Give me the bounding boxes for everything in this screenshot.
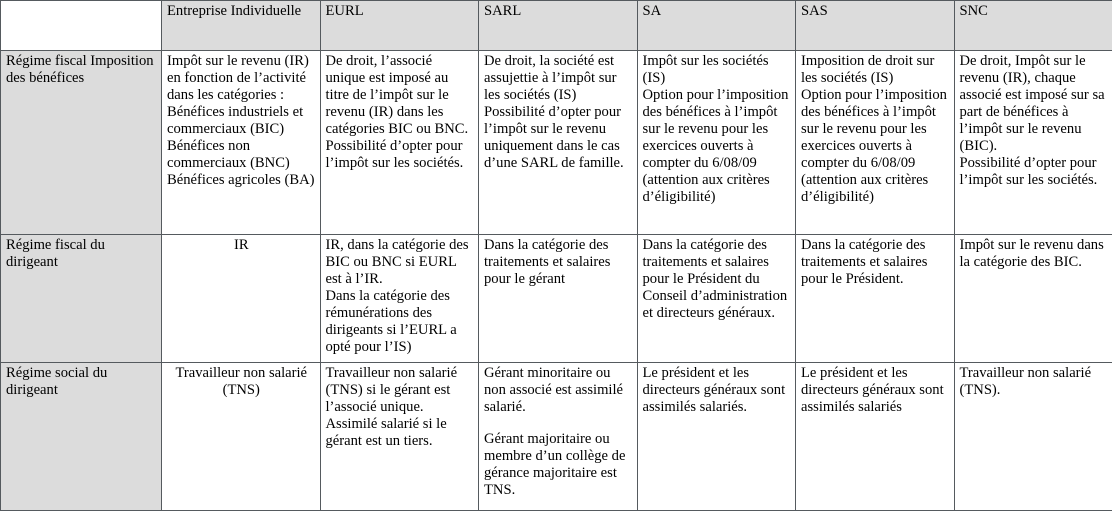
cell-paragraph: Assimilé salarié si le gérant est un tiers.	[326, 416, 475, 450]
cell-regime-fiscal-benefices-sarl	[479, 51, 638, 235]
cell-paragraph: Bénéfices agricoles (BA)	[167, 172, 316, 189]
cell-paragraph: Impôt sur le revenu (IR) en fonction de l’activité dans les catégories :	[167, 53, 316, 104]
cell-paragraph: Le président et les directeurs généraux sont assimilés salariés.	[643, 365, 792, 416]
cell-paragraph: Le président et les directeurs généraux sont assimilés salariés	[801, 365, 950, 416]
cell-paragraph: Travailleur non salarié (TNS) si le gérant est l’associé unique.	[326, 365, 475, 416]
column-header-sas: SAS	[796, 1, 955, 51]
cell-regime-fiscal-benefices-eurl	[320, 51, 479, 235]
cell-paragraph: Possibilité d’opter pour l’impôt sur les sociétés.	[326, 138, 475, 172]
cell-paragraph: Bénéfices industriels et commerciaux (BIC)	[167, 104, 316, 138]
cell-paragraph: Option pour l’imposition des bénéfices à l’impôt sur le revenu pour les exercices ouverts à compter du 6/08/09 (attention aux critères d’éligibilité)	[643, 87, 792, 206]
cell-regime-fiscal-dirigeant-sarl	[479, 235, 638, 363]
cell-regime-social-dirigeant-entreprise-individuelle	[162, 363, 321, 511]
cell-regime-fiscal-benefices-sas	[796, 51, 955, 235]
cell-regime-fiscal-dirigeant-entreprise-individuelle	[162, 235, 321, 363]
cell-paragraph: Gérant minoritaire ou non associé est assimilé salarié.	[484, 365, 633, 416]
table-corner-cell	[1, 1, 162, 51]
cell-regime-fiscal-benefices-sa	[637, 51, 796, 235]
cell-paragraph: Possibilité d’opter pour l’impôt sur les sociétés.	[960, 155, 1109, 189]
cell-paragraph: Dans la catégorie des traitements et salaires pour le gérant	[484, 237, 633, 288]
row-header-regime-social-dirigeant: Régime social du dirigeant	[1, 363, 162, 511]
cell-paragraph: IR	[167, 237, 316, 254]
table-body	[1, 51, 1112, 511]
cell-paragraph: IR, dans la catégorie des BIC ou BNC si EURL est à l’IR.	[326, 237, 475, 288]
column-header-eurl: EURL	[320, 1, 479, 51]
cell-paragraph: Imposition de droit sur les sociétés (IS)	[801, 53, 950, 87]
cell-paragraph: Dans la catégorie des rémunérations des dirigeants si l’EURL a opté pour l’IS)	[326, 288, 475, 356]
cell-paragraph: Dans la catégorie des traitements et salaires pour le Président du Conseil d’administration et directeurs généraux.	[643, 237, 792, 322]
cell-paragraph: Travailleur non salarié (TNS)	[167, 365, 316, 399]
cell-paragraph: Gérant majoritaire ou membre d’un collège de gérance majoritaire est TNS.	[484, 431, 633, 499]
column-header-sa: SA	[637, 1, 796, 51]
table-header	[1, 1, 1112, 51]
cell-regime-social-dirigeant-sas	[796, 363, 955, 511]
column-header-snc: SNC	[954, 1, 1112, 51]
table-row	[1, 363, 1112, 511]
cell-regime-fiscal-dirigeant-sa	[637, 235, 796, 363]
cell-regime-social-dirigeant-sa	[637, 363, 796, 511]
cell-paragraph: De droit, la société est assujettie à l’impôt sur les sociétés (IS)	[484, 53, 633, 104]
row-header-regime-fiscal-dirigeant: Régime fiscal du dirigeant	[1, 235, 162, 363]
cell-regime-fiscal-benefices-snc	[954, 51, 1112, 235]
cell-paragraph: Impôt sur le revenu dans la catégorie des BIC.	[960, 237, 1109, 271]
cell-regime-social-dirigeant-snc	[954, 363, 1112, 511]
cell-regime-fiscal-dirigeant-snc	[954, 235, 1112, 363]
cell-paragraph: Dans la catégorie des traitements et salaires pour le Président.	[801, 237, 950, 288]
cell-paragraph: Option pour l’imposition des bénéfices à l’impôt sur le revenu pour les exercices ouverts à compter du 6/08/09 (attention aux critères d’éligibilité)	[801, 87, 950, 206]
cell-paragraph: Impôt sur les sociétés (IS)	[643, 53, 792, 87]
cell-regime-social-dirigeant-sarl	[479, 363, 638, 511]
cell-paragraph: Travailleur non salarié (TNS).	[960, 365, 1109, 399]
row-header-regime-fiscal-benefices: Régime fiscal Imposition des bénéfices	[1, 51, 162, 235]
header-row	[1, 1, 1112, 51]
cell-regime-fiscal-dirigeant-sas	[796, 235, 955, 363]
table-row	[1, 235, 1112, 363]
column-header-sarl: SARL	[479, 1, 638, 51]
cell-paragraph: De droit, l’associé unique est imposé au titre de l’impôt sur le revenu (IR) dans les catégories BIC ou BNC.	[326, 53, 475, 138]
cell-paragraph: De droit, Impôt sur le revenu (IR), chaque associé est imposé sur sa part de bénéfices à l’impôt sur le revenu (BIC).	[960, 53, 1109, 155]
cell-regime-fiscal-dirigeant-eurl	[320, 235, 479, 363]
column-header-entreprise-individuelle: Entreprise Individuelle	[162, 1, 321, 51]
cell-paragraph: Possibilité d’opter pour l’impôt sur le revenu uniquement dans le cas d’une SARL de famille.	[484, 104, 633, 172]
cell-regime-fiscal-benefices-entreprise-individuelle	[162, 51, 321, 235]
cell-paragraph: Bénéfices non commerciaux (BNC)	[167, 138, 316, 172]
cell-regime-social-dirigeant-eurl	[320, 363, 479, 511]
table-row	[1, 51, 1112, 235]
